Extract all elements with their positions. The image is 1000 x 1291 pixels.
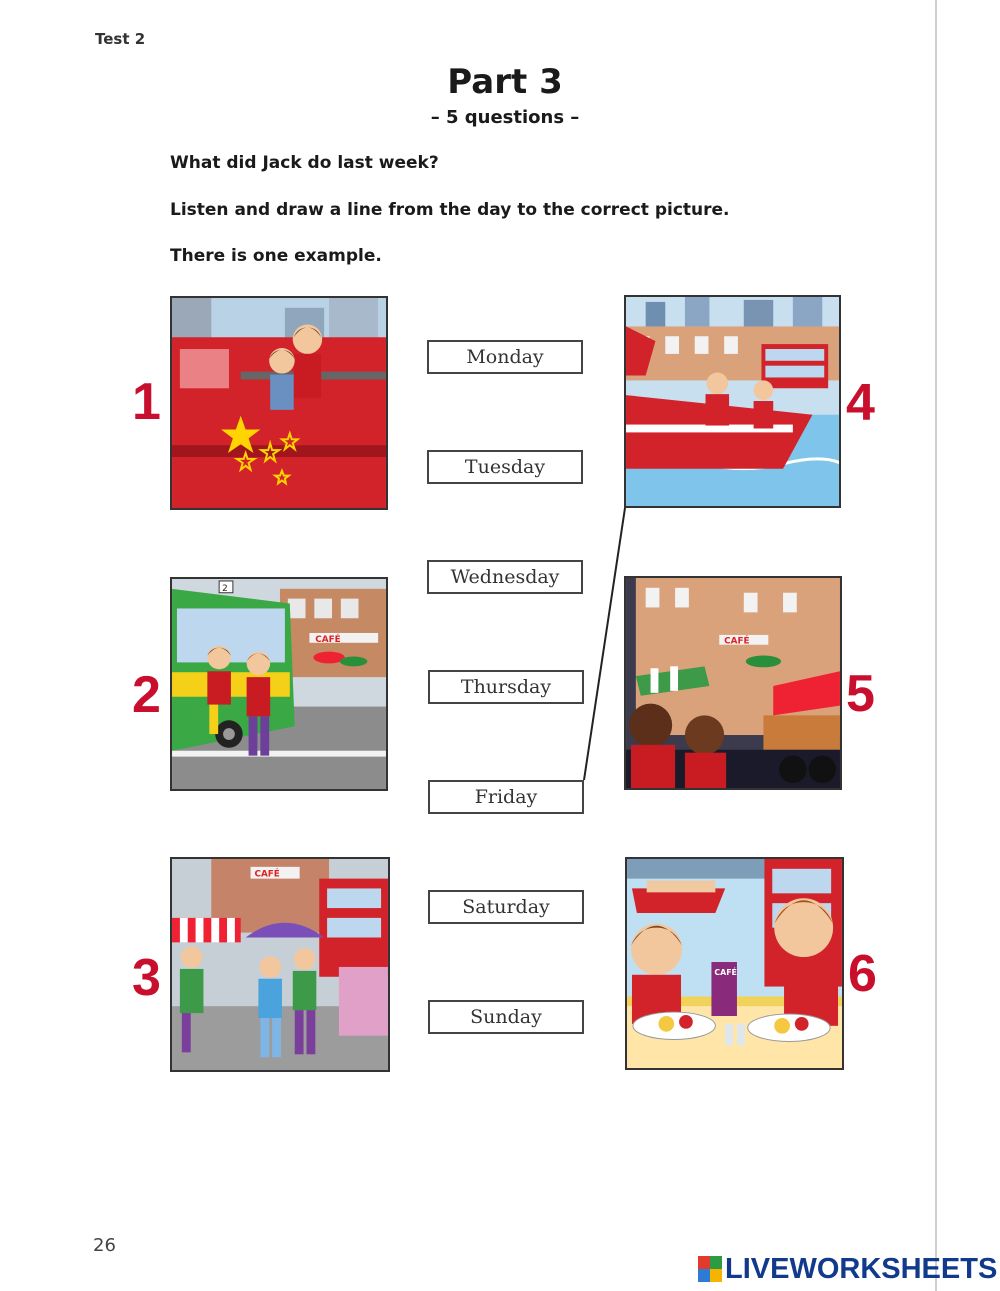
cafe-menu-text: CAFÉ: [714, 967, 737, 977]
picture-number-4: 4: [846, 374, 875, 432]
picture-number-6: 6: [848, 945, 877, 1003]
bus-tour-illustration: [172, 298, 386, 508]
cafe-sign-text-5: CAFÉ: [724, 636, 750, 647]
picture-2[interactable]: [170, 577, 388, 791]
market-view-illustration: [626, 578, 840, 788]
boat-trip-illustration: [626, 297, 839, 506]
picture-number-2: 2: [132, 666, 161, 724]
brand-name: LIVEWORKSHEETS: [725, 1252, 998, 1285]
rainy-market-illustration: [172, 859, 388, 1070]
page-number: 26: [93, 1235, 116, 1256]
picture-number-5: 5: [846, 665, 875, 723]
part-title: Part 3: [447, 62, 563, 102]
day-saturday[interactable]: Saturday: [428, 890, 584, 924]
liveworksheets-logo[interactable]: [698, 1254, 997, 1284]
green-bus-illustration: [172, 579, 386, 789]
instruction-example: There is one example.: [170, 246, 382, 266]
part-subtitle: – 5 questions –: [430, 107, 580, 128]
picture-3[interactable]: [170, 857, 390, 1072]
picture-number-1: 1: [132, 373, 161, 431]
day-wednesday[interactable]: Wednesday: [427, 560, 583, 594]
picture-number-3: 3: [132, 949, 161, 1007]
instruction-task: Listen and draw a line from the day to the correct picture.: [170, 200, 730, 220]
bus-number-sign: 2: [222, 583, 228, 594]
day-monday[interactable]: Monday: [427, 340, 583, 374]
picture-5[interactable]: [624, 576, 842, 790]
day-thursday[interactable]: Thursday: [428, 670, 584, 704]
picture-4[interactable]: [624, 295, 841, 508]
cafe-lunch-illustration: [627, 859, 842, 1068]
cafe-sign-text: CAFÉ: [315, 634, 341, 645]
liveworksheets-logo-icon: [698, 1256, 722, 1282]
day-friday[interactable]: Friday: [428, 780, 584, 814]
day-tuesday[interactable]: Tuesday: [427, 450, 583, 484]
day-sunday[interactable]: Sunday: [428, 1000, 584, 1034]
cafe-sign-text-3: CAFÉ: [254, 869, 280, 880]
picture-6[interactable]: [625, 857, 844, 1070]
page-edge-shadow: [935, 0, 937, 1291]
friday-to-picture-4-line: [584, 508, 625, 780]
picture-1[interactable]: [170, 296, 388, 510]
test-label: Test 2: [95, 30, 146, 48]
instruction-question: What did Jack do last week?: [170, 153, 439, 173]
